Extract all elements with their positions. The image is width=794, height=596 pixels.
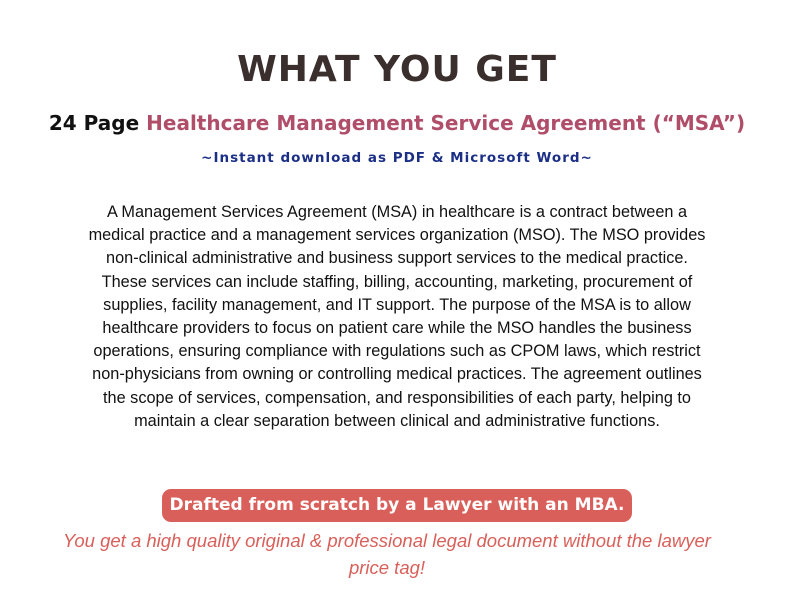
page-count-label: 24 Page	[48, 111, 140, 135]
description-paragraph: A Management Services Agreement (MSA) in healthcare is a contract between a medical practice and a management services organization (MSO). The MSO provides non-clinical administrative and business support services to the medical practice. These services can include staffing, billing, accounting, marketing, procurement of supplies, facility management, and IT support. The purpose of the MSA is to allow healthcare providers to focus on patient care while the MSO handles the business operations, ensuring compliance with regulations such as CPOM laws, which restrict non-physicians from owning or controlling medical practices. The agreement outlines the scope of services, compensation, and responsibilities of each party, helping to maintain a clear separation between clinical and administrative functions.	[88, 203, 706, 430]
page-title: WHAT YOU GET	[237, 49, 557, 90]
download-format-note: ~Instant download as PDF & Microsoft Word~	[201, 150, 593, 166]
badge-row	[0, 489, 794, 522]
product-subtitle	[0, 109, 794, 137]
document-name: Healthcare Management Service Agreement (“MSA”)	[146, 111, 746, 135]
lawyer-badge: Drafted from scratch by a Lawyer with an MBA.	[162, 489, 633, 522]
tagline: You get a high quality original & professional legal document without the lawyer price tag!	[63, 530, 711, 578]
